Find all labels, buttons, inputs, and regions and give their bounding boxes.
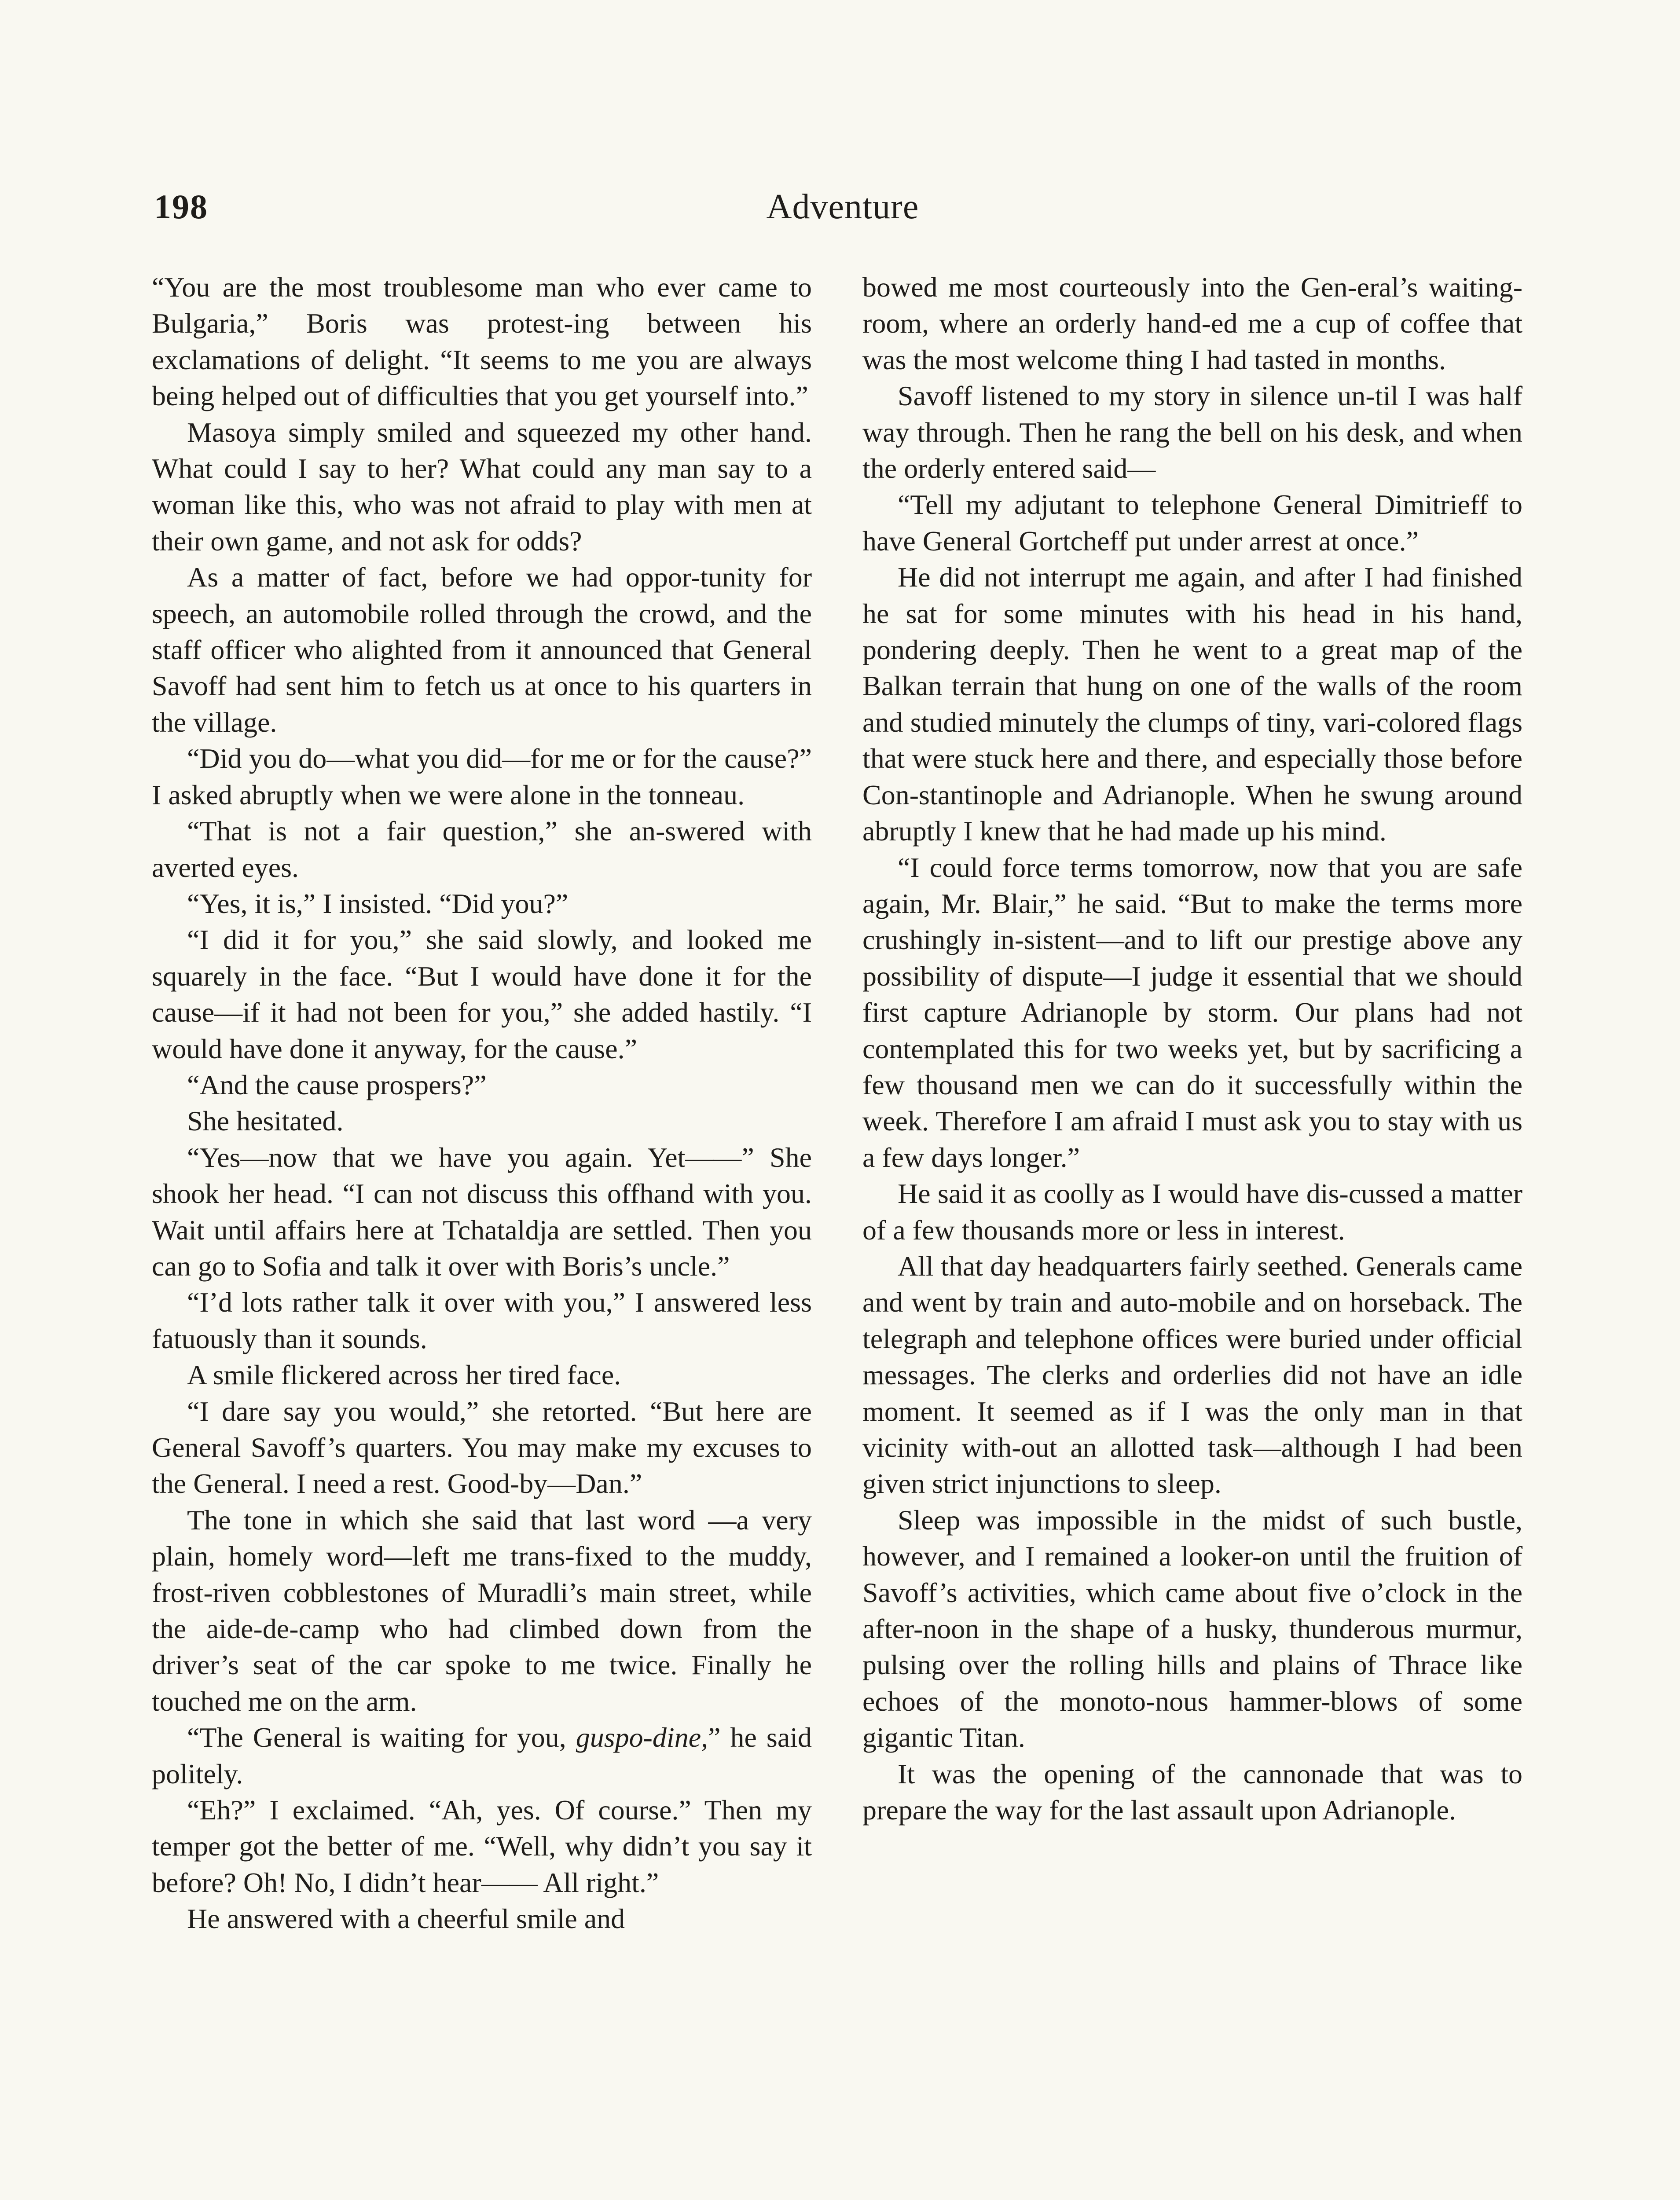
running-head: Adventure [766, 187, 919, 226]
italic-word: guspo-dine, [576, 1722, 708, 1753]
paragraph: “You are the most troublesome man who ever came to Bulgaria,” Boris was protest-ing between his exclamations of delight. “It seems to me you are always being helped out of difficulties that you get yourself into.” [152, 271, 812, 412]
paragraph-text: “The General is waiting for you, [187, 1722, 576, 1753]
paragraph: Masoya simply smiled and squeezed my other hand. What could I say to her? What could any man say to a woman like this, who was not afraid to play with men at their own game, and not ask for odds? [152, 416, 812, 557]
paragraph: “Yes—now that we have you again. Yet——” She shook her head. “I can not discuss this offhand with you. Wait until affairs here at Tchataldja are settled. Then you can go to Sofia and talk it over with Boris’s uncle.” [152, 1141, 812, 1282]
paragraph: She hesitated. [187, 1105, 344, 1137]
paragraph [152, 1720, 812, 1792]
paragraph: “I could force terms tomorrow, now that you are safe again, Mr. Blair,” he said. “But to make the terms more crushingly in-sistent—and to lift our prestige above any possibility of dispute—I judge it essential that we should first capture Adrianople by storm. Our plans had not contemplated this for two weeks yet, but by sacrificing a few thousand men we can do it successfully within the week. Therefore I am afraid I must ask you to stay with us a few days longer.” [862, 851, 1522, 1173]
paragraph: A smile flickered across her tired face. [187, 1359, 621, 1391]
paragraph: He answered with a cheerful smile and [187, 1903, 625, 1935]
paragraph: “Did you do—what you did—for me or for the cause?” I asked abruptly when we were alone in the tonneau. [152, 743, 812, 810]
paragraph: “Yes, it is,” I insisted. “Did you?” [187, 887, 569, 919]
paragraph: All that day headquarters fairly seethed. Generals came and went by train and auto-mobile and on horseback. The telegraph and telephone offices were buried under official messages. The clerks and orderlies did not have an idle moment. It seemed as if I was the only man in that vicinity with-out an allotted task—although I had been given strict injunctions to sleep. [862, 1250, 1522, 1500]
paragraph: “I did it for you,” she said slowly, and looked me squarely in the face. “But I would have done it for the cause—if it had not been for you,” she added hastily. “I would have done it anyway, for the cause.” [152, 924, 812, 1064]
paragraph: bowed me most courteously into the Gen-eral’s waiting-room, where an orderly hand-ed me a cup of coffee that was the most welcome thing I had tasted in months. [862, 271, 1522, 375]
paragraph: “I’d lots rather talk it over with you,” I answered less fatuously than it sounds. [152, 1287, 812, 1354]
page-number: 198 [154, 187, 208, 226]
paragraph: “I dare say you would,” she retorted. “But here are General Savoff’s quarters. You may make my excuses to the General. I need a rest. Good-by—Dan.” [152, 1395, 812, 1500]
paragraph: It was the opening of the cannonade that was to prepare the way for the last assault upon Adrianople. [862, 1758, 1522, 1826]
paragraph: He did not interrupt me again, and after I had finished he sat for some minutes with his head in his hand, pondering deeply. Then he went to a great map of the Balkan terrain that hung on one of the walls of the room and studied minutely the clumps of tiny, vari-colored flags that were stuck here and there, and especially those before Con-stantinople and Adrianople. When he swung around abruptly I knew that he had made up his mind. [862, 561, 1522, 847]
paragraph: “And the cause prospers?” [187, 1069, 487, 1100]
left-column [152, 269, 812, 1937]
paragraph-text: ” he said politely. [152, 1722, 812, 1789]
paragraph: As a matter of fact, before we had oppor-tunity for speech, an automobile rolled through the crowd, and the staff officer who alighted from it announced that General Savoff had sent him to fetch us at once to his quarters in the village. [152, 561, 812, 738]
paragraph: Sleep was impossible in the midst of such bustle, however, and I remained a looker-on until the fruition of Savoff’s activities, which came about five o’clock in the after-noon in the shape of a husky, thunderous murmur, pulsing over the rolling hills and plains of Thrace like echoes of the monoto-nous hammer-blows of some gigantic Titan. [862, 1504, 1522, 1753]
paragraph: He said it as coolly as I would have dis-cussed a matter of a few thousands more or less in interest. [862, 1178, 1522, 1246]
right-column [862, 269, 1522, 1828]
paragraph: “That is not a fair question,” she an-swered with averted eyes. [152, 815, 812, 883]
paragraph: Savoff listened to my story in silence un-til I was half way through. Then he rang the bell on his desk, and when the orderly entered said— [862, 380, 1522, 484]
paragraph: “Tell my adjutant to telephone General Dimitrieff to have General Gortcheff put under arrest at once.” [862, 489, 1522, 557]
paragraph: “Eh?” I exclaimed. “Ah, yes. Of course.” Then my temper got the better of me. “Well, why didn’t you say it before? Oh! No, I didn’t hear—— All right.” [152, 1794, 812, 1898]
page-header [154, 185, 1531, 242]
paragraph: The tone in which she said that last word —a very plain, homely word—left me trans-fixed to the muddy, frost-riven cobblestones of Muradli’s main street, while the aide-de-camp who had climbed down from the driver’s seat of the car spoke to me twice. Finally he touched me on the arm. [152, 1504, 812, 1717]
